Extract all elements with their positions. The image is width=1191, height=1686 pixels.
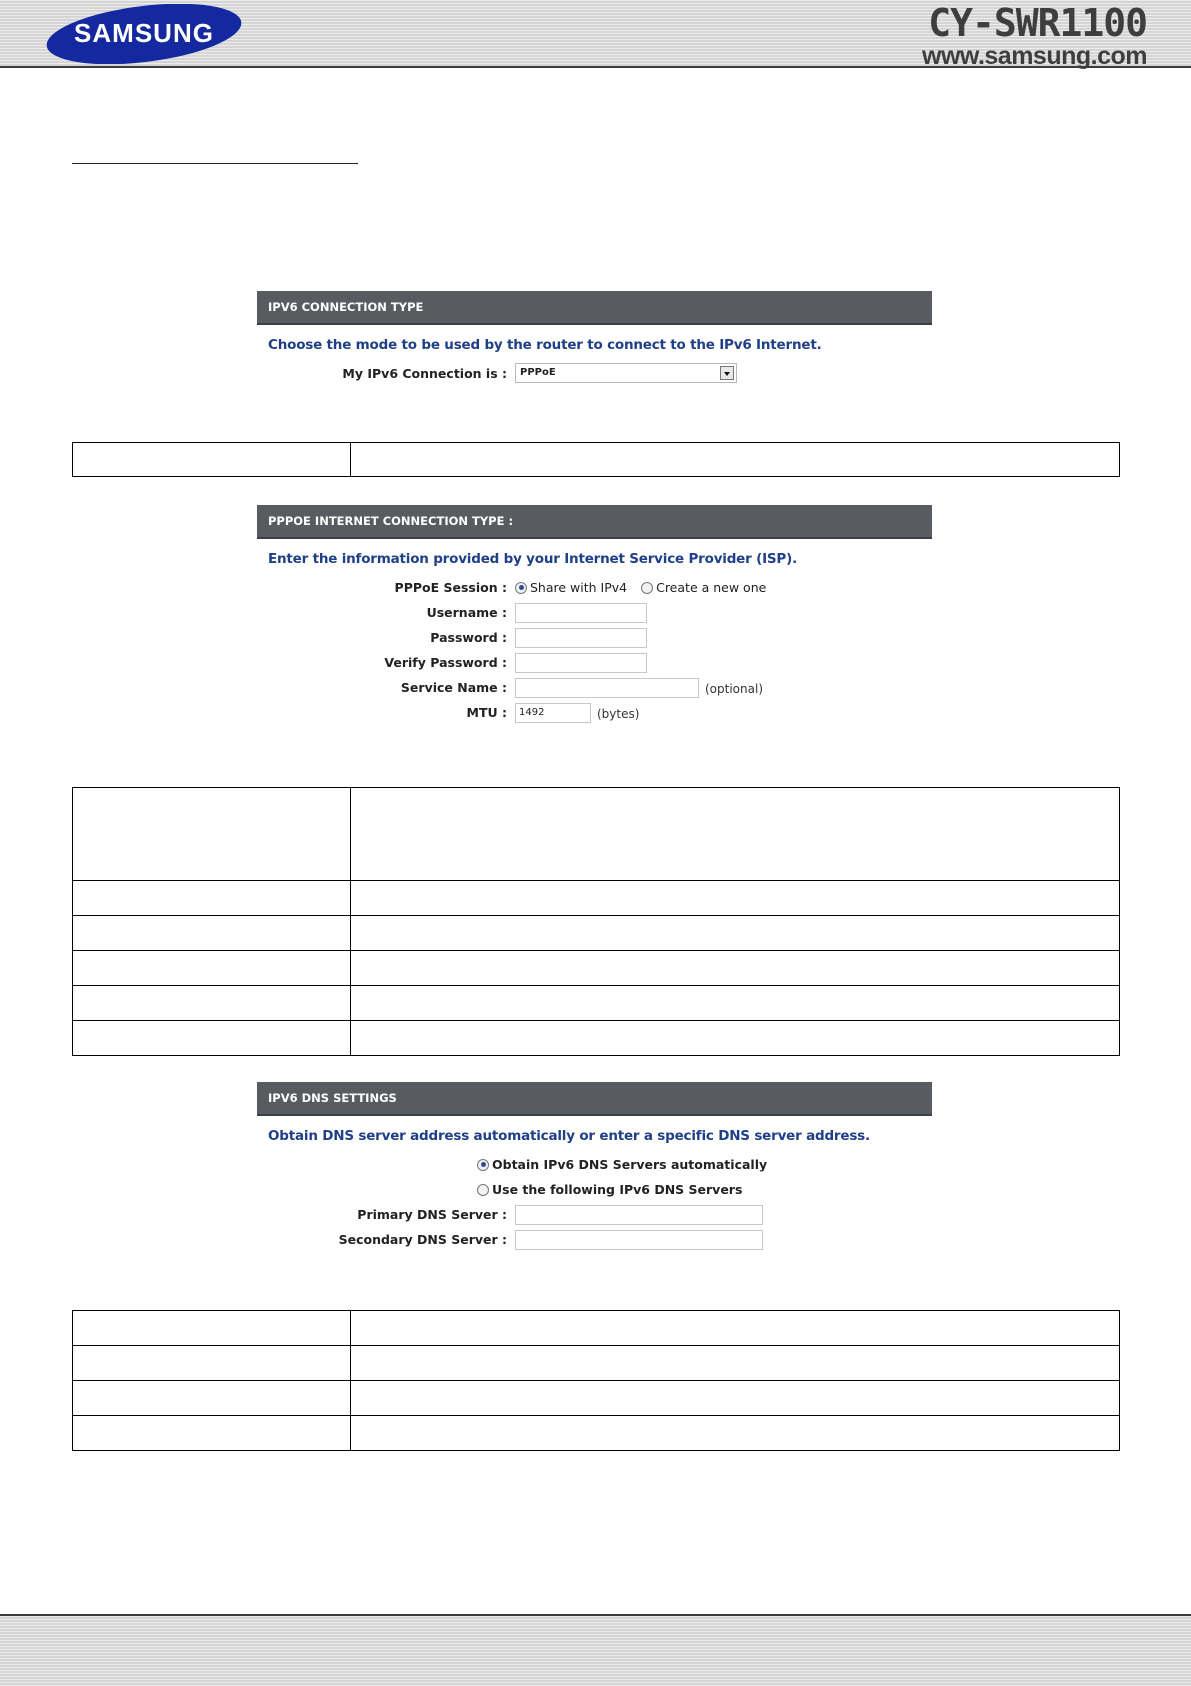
dns-auto-row [257,1154,932,1178]
mtu-label: MTU : [466,705,507,720]
username-input[interactable] [515,603,647,623]
panel-header: IPV6 DNS SETTINGS [257,1082,932,1116]
table-cell [73,788,351,881]
table-cell [351,1416,1120,1451]
pppoe-session-label: PPPoE Session : [394,580,507,595]
section-title-underline [72,163,358,164]
connection-row [257,363,932,387]
model-name: CY-SWR1100 [928,1,1147,45]
dropdown-arrow-icon[interactable] [720,366,734,380]
mtu-row [257,702,932,726]
table-cell [351,1381,1120,1416]
table-row [73,788,1120,881]
table-row [73,443,1120,477]
dns-auto-radio[interactable] [477,1159,489,1171]
dns-auto-option [477,1156,767,1180]
password-label: Password : [430,630,507,645]
service-name-input[interactable] [515,678,699,698]
table-row [73,1311,1120,1346]
panel-description: Enter the information provided by your Internet Service Provider (ISP). [268,551,798,567]
pppoe-session-row [257,577,932,601]
page-footer [0,1614,1191,1686]
verify-password-row [257,652,932,676]
connection-label: My IPv6 Connection is : [342,366,507,381]
dns-auto-label: Obtain IPv6 DNS Servers automatically [492,1157,768,1172]
table-cell [73,1346,351,1381]
secondary-dns-label: Secondary DNS Server : [338,1232,507,1247]
pppoe-session-options [515,579,766,603]
model-block [922,1,1147,70]
table-cell [351,443,1120,477]
primary-dns-input[interactable] [515,1205,763,1225]
secondary-dns-input[interactable] [515,1230,763,1250]
table-cell [73,881,351,916]
table-cell [73,986,351,1021]
secondary-dns-row [257,1229,932,1253]
connection-type-table [72,442,1120,477]
table-row [73,881,1120,916]
table-row [73,1381,1120,1416]
panel-header: PPPOE INTERNET CONNECTION TYPE : [257,505,932,539]
table-cell [351,1346,1120,1381]
panel-description: Obtain DNS server address automatically or enter a specific DNS server address. [268,1128,870,1144]
table-cell [351,788,1120,881]
primary-dns-label: Primary DNS Server : [357,1207,507,1222]
dns-manual-option [477,1181,742,1205]
table-cell [351,1311,1120,1346]
mtu-input[interactable]: 1492 [515,703,591,723]
table-row [73,1416,1120,1451]
create-new-session-label: Create a new one [656,580,767,595]
verify-password-label: Verify Password : [384,655,507,670]
panel-header: IPV6 CONNECTION TYPE [257,291,932,325]
password-input[interactable] [515,628,647,648]
table-cell [73,443,351,477]
table-cell [73,951,351,986]
password-row [257,627,932,651]
table-row [73,916,1120,951]
primary-dns-row [257,1204,932,1228]
service-name-label: Service Name : [400,680,507,695]
dns-manual-radio[interactable] [477,1184,489,1196]
pppoe-connection-panel [257,505,932,730]
table-cell [351,916,1120,951]
table-cell [351,881,1120,916]
table-cell [73,916,351,951]
table-cell [351,1021,1120,1056]
username-row [257,602,932,626]
samsung-logo [44,4,244,64]
table-row [73,986,1120,1021]
table-row [73,1021,1120,1056]
verify-password-input[interactable] [515,653,647,673]
table-row [73,951,1120,986]
username-label: Username : [426,605,507,620]
dns-manual-row [257,1179,932,1203]
dns-settings-table [72,1310,1120,1451]
brand-text: SAMSUNG [74,18,214,48]
table-cell [351,951,1120,986]
table-cell [73,1311,351,1346]
ipv6-dns-settings-panel [257,1082,932,1262]
share-with-ipv4-radio[interactable] [515,582,527,594]
ipv6-connection-type-panel [257,291,932,387]
create-new-session-radio[interactable] [641,582,653,594]
service-name-suffix: (optional) [705,682,763,696]
dns-manual-label: Use the following IPv6 DNS Servers [492,1182,743,1197]
table-cell [73,1381,351,1416]
connection-type-select[interactable] [515,363,737,383]
table-cell [351,986,1120,1021]
website-url: www.samsung.com [922,42,1147,70]
share-with-ipv4-label: Share with IPv4 [530,580,628,595]
page-header [0,0,1191,68]
panel-description: Choose the mode to be used by the router to connect to the IPv6 Internet. [268,337,822,353]
table-cell [73,1021,351,1056]
connection-type-value: PPPoE [520,367,556,378]
pppoe-settings-table [72,787,1120,1056]
mtu-suffix: (bytes) [597,707,640,721]
table-row [73,1346,1120,1381]
service-name-row [257,677,932,701]
table-cell [73,1416,351,1451]
